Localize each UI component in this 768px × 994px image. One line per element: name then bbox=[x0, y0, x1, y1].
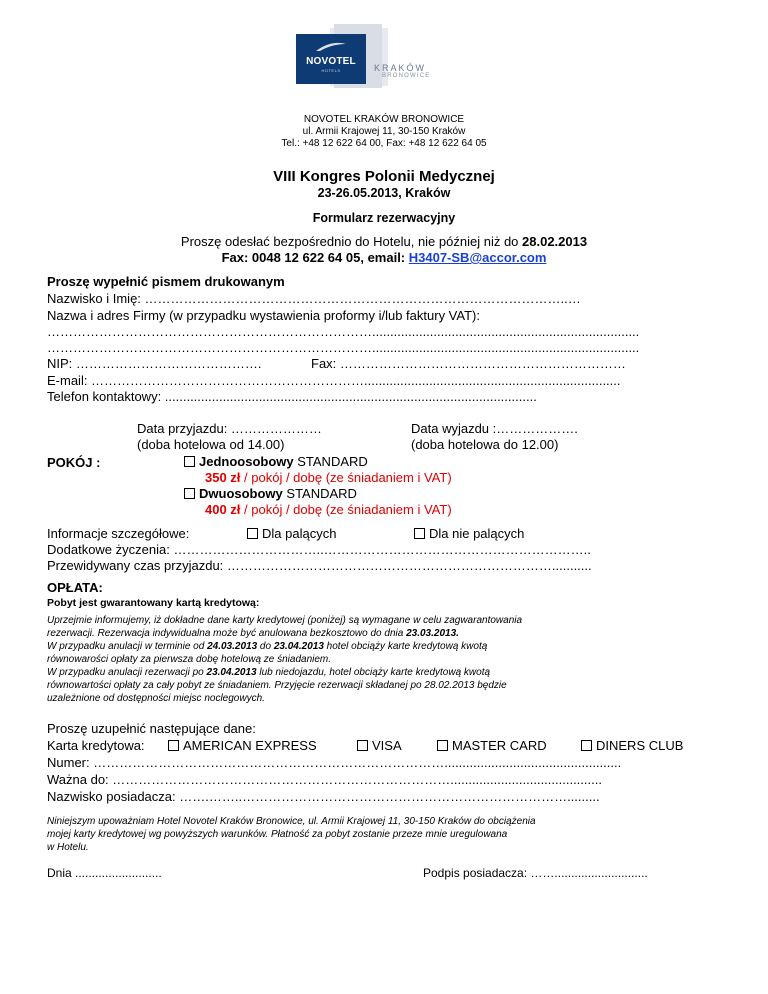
payment-text-3b: 24.03.2013 bbox=[207, 641, 258, 652]
logo-brand-sub: HOTELS bbox=[321, 68, 341, 73]
payment-text-3a: W przypadku anulacji w terminie od bbox=[47, 641, 208, 652]
logo-brand: NOVOTEL bbox=[306, 56, 356, 67]
payment-text-3c: do bbox=[257, 641, 274, 652]
fax-text: Fax: 0048 12 622 64 05, email: bbox=[221, 250, 409, 265]
form-title: Formularz rezerwacyjny bbox=[312, 211, 456, 225]
payment-text-5a: W przypadku anulacji rezerwacji po bbox=[47, 667, 207, 678]
send-text: Proszę odesłać bezpośrednio do Hotelu, nie później niż do bbox=[180, 234, 523, 249]
mastercard-checkbox[interactable] bbox=[437, 740, 448, 751]
logo-city: KRAKÓW bbox=[374, 63, 427, 73]
guarantee-text: Pobyt jest gwarantowany kartą kredytową: bbox=[47, 597, 260, 609]
single-room-price: 350 zł bbox=[205, 470, 241, 485]
card-holder-field[interactable]: Nazwisko posiadacza: …….……..…………………………………………………………………......... bbox=[47, 789, 600, 804]
authorization-text-1: Niniejszym upoważniam Hotel Novotel Kraków Bronowice, ul. Armii Krajowej 11, 30-150 Kraków do obciążenia bbox=[47, 816, 536, 827]
hotel-address: ul. Armii Krajowej 11, 30-150 Kraków bbox=[302, 126, 466, 137]
double-room-checkbox[interactable] bbox=[184, 488, 195, 499]
hotel-phone: Tel.: +48 12 622 64 00, Fax: +48 12 622 64 05 bbox=[281, 138, 487, 149]
card-type-label: Karta kredytowa: bbox=[47, 738, 145, 753]
payment-text-5 bbox=[47, 666, 490, 679]
info-label: Informacje szczegółowe: bbox=[47, 526, 190, 541]
mastercard-option[interactable] bbox=[437, 738, 547, 753]
departure-date-field[interactable]: Data wyjazdu :………………. bbox=[411, 421, 578, 436]
double-room-option[interactable] bbox=[184, 486, 357, 501]
company-label: Nazwa i adres Firmy (w przypadku wystawienia proformy i/lub faktury VAT): bbox=[47, 308, 480, 323]
event-dates: 23-26.05.2013, Kraków bbox=[317, 186, 451, 200]
payment-text-3e: hotel obciąży karte kredytową kwotą bbox=[323, 641, 488, 652]
single-room-option[interactable] bbox=[184, 454, 368, 469]
email-field[interactable]: E-mail: ………………………………………………………....................................................................... bbox=[47, 373, 621, 388]
novotel-logo bbox=[296, 22, 476, 92]
card-heading: Proszę uzupełnić następujące dane: bbox=[47, 721, 256, 736]
authorization-text-2: mojej karty kredytowej wg powyższych warunków. Płatność za pobyt zostanie przeze mnie uregulowana bbox=[47, 829, 508, 840]
fax-field[interactable]: Fax: ………………………………………………………… bbox=[311, 356, 626, 371]
authorization-text-3: w Hotelu. bbox=[47, 842, 89, 853]
double-room-price: 400 zł bbox=[205, 502, 241, 517]
diners-label: DINERS CLUB bbox=[596, 738, 684, 753]
payment-text-3 bbox=[47, 640, 487, 653]
single-room-type: STANDARD bbox=[293, 454, 368, 469]
single-room-price-line bbox=[205, 470, 452, 485]
event-title: VIII Kongres Polonii Medycznej bbox=[273, 168, 495, 185]
visa-label: VISA bbox=[372, 738, 402, 753]
wishes-field[interactable]: Dodatkowe życzenia: ……………………………..…………………………………………………….. bbox=[47, 542, 591, 557]
double-room-price-line bbox=[205, 502, 452, 517]
payment-text-5b: 23.04.2013 bbox=[206, 667, 257, 678]
arrival-date-field[interactable]: Data przyjazdu: ………………… bbox=[137, 421, 322, 436]
smoking-checkbox[interactable] bbox=[247, 528, 258, 539]
smoking-option[interactable] bbox=[247, 526, 336, 541]
payment-text-3d: 23.04.2013 bbox=[273, 641, 324, 652]
payment-text-1: Uprzejmie informujemy, iż dokładne dane karty kredytowej (poniżej) są wymagane w celu zagwarantowania bbox=[47, 615, 523, 626]
single-room-price-note: / pokój / dobę (ze śniadaniem i VAT) bbox=[240, 470, 452, 485]
single-room-name: Jednoosobowy bbox=[199, 454, 294, 469]
payment-text-2 bbox=[47, 627, 459, 640]
logo-wing-icon bbox=[314, 42, 348, 52]
logo-district: BRONOWICE bbox=[382, 73, 431, 79]
departure-note: (doba hotelowa do 12.00) bbox=[411, 437, 559, 452]
nip-field[interactable]: NIP: ……………………………………. bbox=[47, 356, 262, 371]
company-field-line-1[interactable]: ………………………………………………………………….......................................................................... bbox=[47, 324, 640, 339]
arrival-time-field[interactable]: Przewidywany czas przyjazdu: …………………………………………………………………........... bbox=[47, 558, 592, 573]
single-room-checkbox[interactable] bbox=[184, 456, 195, 467]
payment-text-6: równowartości opłaty za cały pobyt ze śniadaniem. Przyjęcie rezerwacji składanej po 28.02.2013 będzie bbox=[47, 680, 507, 691]
email-link[interactable]: H3407-SB@accor.com bbox=[408, 250, 547, 265]
diners-option[interactable] bbox=[581, 738, 683, 753]
card-valid-field[interactable]: Ważna do: …………………………………………………………………….......................................... bbox=[47, 772, 602, 787]
double-room-type: STANDARD bbox=[282, 486, 357, 501]
hotel-name: NOVOTEL KRAKÓW BRONOWICE bbox=[303, 114, 465, 125]
double-room-name: Dwuosobowy bbox=[199, 486, 283, 501]
amex-label: AMERICAN EXPRESS bbox=[183, 738, 317, 753]
deadline: 28.02.2013 bbox=[522, 234, 588, 249]
arrival-note: (doba hotelowa od 14.00) bbox=[137, 437, 285, 452]
payment-text-7: uzależnione od dostępności miejsc noclegowych. bbox=[47, 693, 265, 704]
payment-text-5c: lub niedojazdu, hotel obciąży karte kredytową kwotą bbox=[256, 667, 491, 678]
room-label: POKÓJ : bbox=[47, 455, 101, 470]
visa-checkbox[interactable] bbox=[357, 740, 368, 751]
mastercard-label: MASTER CARD bbox=[452, 738, 547, 753]
send-instructions bbox=[0, 234, 768, 250]
payment-text-2b: 23.03.2013. bbox=[406, 628, 459, 639]
contact-heading: Proszę wypełnić pismem drukowanym bbox=[47, 274, 285, 289]
name-field[interactable]: Nazwisko i Imię: ……………………………………………………………………………………..… bbox=[47, 291, 581, 306]
non-smoking-checkbox[interactable] bbox=[414, 528, 425, 539]
logo-badge bbox=[296, 34, 366, 84]
amex-option[interactable] bbox=[168, 738, 317, 753]
amex-checkbox[interactable] bbox=[168, 740, 179, 751]
date-field[interactable]: Dnia .......................... bbox=[47, 866, 162, 880]
smoking-label: Dla palących bbox=[262, 526, 337, 541]
diners-checkbox[interactable] bbox=[581, 740, 592, 751]
payment-heading: OPŁATA: bbox=[47, 580, 103, 595]
company-field-line-2[interactable]: ………………………………………………………………….......................................................................... bbox=[47, 340, 640, 355]
payment-text-2a: rezerwacji. Rezerwacja indywidualna może być anulowana bezkosztowo do dnia bbox=[47, 628, 407, 639]
payment-text-4: równowarości opłaty za pierwsza dobę hotelową ze śniadaniem. bbox=[47, 654, 332, 665]
fax-email-line bbox=[0, 250, 768, 266]
phone-field[interactable]: Telefon kontaktowy: ....................................................................................................... bbox=[47, 389, 537, 404]
signature-field[interactable]: Podpis posiadacza: ……............................ bbox=[423, 866, 648, 880]
non-smoking-option[interactable] bbox=[414, 526, 524, 541]
non-smoking-label: Dla nie palących bbox=[429, 526, 525, 541]
visa-option[interactable] bbox=[357, 738, 402, 753]
double-room-price-note: / pokój / dobę (ze śniadaniem i VAT) bbox=[240, 502, 452, 517]
card-number-field[interactable]: Numer: ………………………………………………………………………................................................. bbox=[47, 755, 622, 770]
